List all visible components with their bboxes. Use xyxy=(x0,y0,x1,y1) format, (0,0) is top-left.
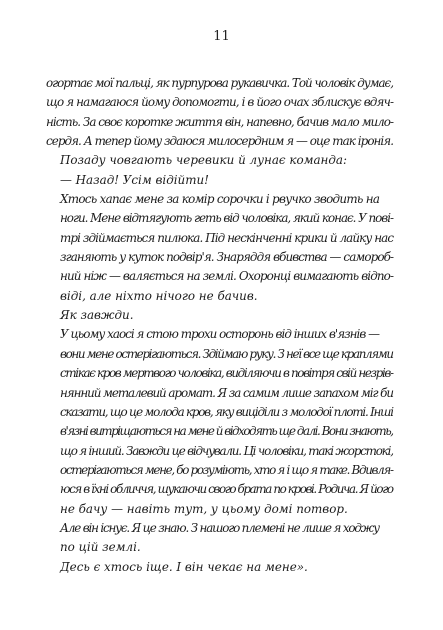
text-line: ноги. Мене відтягують геть від чоловіка, який конає. У пові- xyxy=(60,211,393,226)
text-line: ний ніж — валяється на землі. Охоронці вимагають відпо- xyxy=(60,269,394,284)
paragraph xyxy=(46,306,394,325)
text-line: ність. За своє коротке життя він, напевно, бачив мало мило- xyxy=(46,114,394,129)
text-line: вони мене остерігаються. Здіймаю руку. З неї все ще краплями xyxy=(60,346,393,361)
text-line: сердя. А тепер йому здаюся милосердним я — оце так іронія. xyxy=(46,134,394,149)
text-line: Позаду човгають черевики й лунає команда: xyxy=(60,153,348,168)
text-line: стікає кров мертвого чоловіка, виділяючи в повітря свій незрів- xyxy=(60,366,393,381)
text-line: Хтось хапає мене за комір сорочки і рвучко зводить на xyxy=(60,192,380,207)
body-text xyxy=(46,74,394,577)
text-line: огортає мої пальці, як пурпурова рукавичка. Той чоловік думає, xyxy=(46,76,393,90)
text-line: У цьому хаосі я стою трохи осторонь від інших в'язнів — xyxy=(60,327,380,342)
text-line: зганяють у куток подвір'я. Знаряддя вбивства — самороб- xyxy=(60,250,394,265)
text-line: в'язні витріщаються на мене й відходять ще далі. Вони знають, xyxy=(60,424,393,439)
paragraph xyxy=(46,190,394,306)
text-line: не бачу — навіть тут, у цьому домі потвор. xyxy=(60,501,348,516)
text-line: що я намагаюся йому допомогти, і в його очах зблискує вдяч- xyxy=(46,95,394,110)
text-line: остерігаються мене, бо розуміють, хто я і що я таке. Вдивля- xyxy=(60,462,393,477)
text-line: Десь є хтось іще. І він чекає на мене». xyxy=(60,559,308,574)
text-line: віді, але ніхто нічого не бачив. xyxy=(60,288,258,303)
paragraph xyxy=(46,519,394,558)
page-number: 11 xyxy=(213,29,230,44)
paragraph xyxy=(46,558,394,577)
paragraph xyxy=(46,171,394,190)
text-line: юся в їхні обличчя, шукаючи свого брата по крові. Родича. Я його xyxy=(60,482,393,497)
paragraph xyxy=(46,74,394,151)
text-line: що я інший. Завжди це відчували. Ці чоловіки, такі жорстокі, xyxy=(60,443,393,458)
text-line: Але він існує. Я це знаю. З нашого племені не лише я ходжу xyxy=(60,520,379,535)
text-line: нянний металевий аромат. Я за самим лише запахом міг би xyxy=(60,385,393,400)
text-line: — Назад! Усім відійти! xyxy=(60,172,209,187)
text-line: Як завжди. xyxy=(60,308,134,323)
paragraph xyxy=(46,151,394,170)
paragraph xyxy=(46,325,394,518)
text-line: по цій землі. xyxy=(60,540,141,555)
text-line: трі здіймається пилюка. Під нескінченні крики й лайку нас xyxy=(60,230,394,245)
text-line: сказати, що це молода кров, яку виціділи з молодої плоті. Інші xyxy=(60,404,393,419)
